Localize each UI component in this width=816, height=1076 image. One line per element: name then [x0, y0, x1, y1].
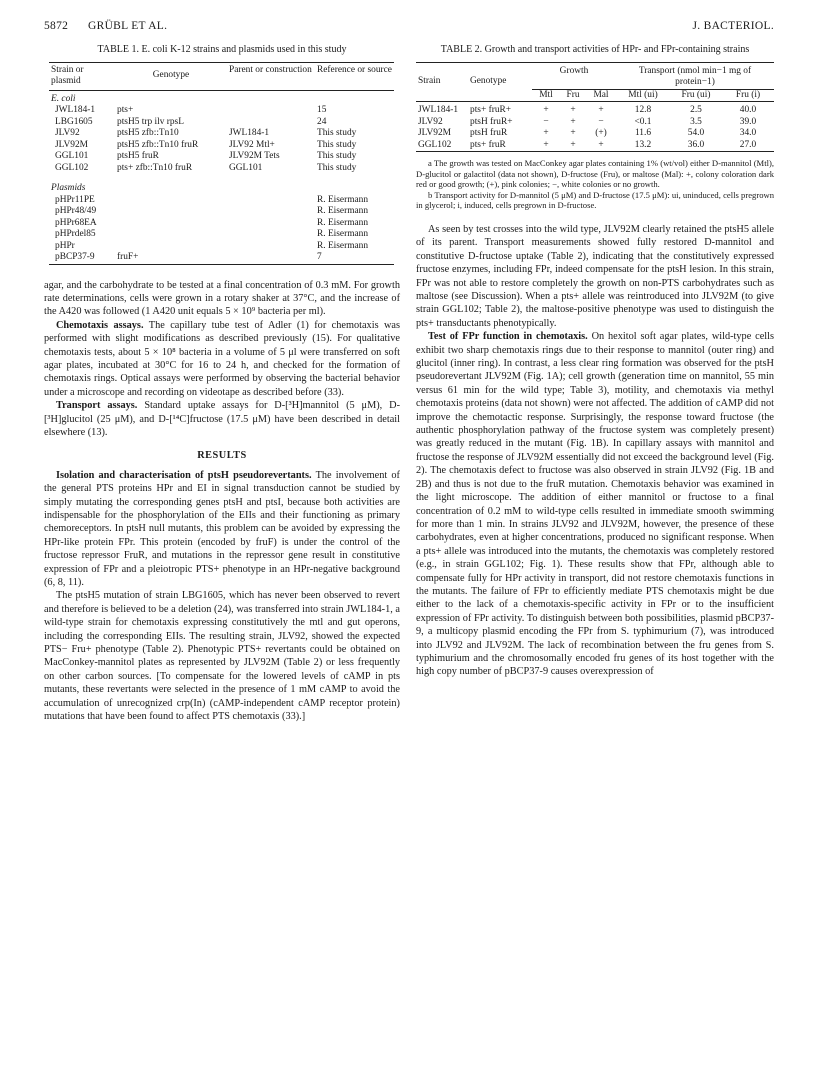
table-cell: 40.0 — [739, 105, 757, 115]
transport-heading: Transport assays. — [56, 400, 138, 412]
table-cell — [115, 206, 227, 218]
table-cell: pHPr11PE — [55, 194, 95, 205]
table-cell: This study — [317, 162, 357, 173]
right-paragraph-1: As seen by test crosses into the wild type, JLV92M clearly retained the ptsH5 allele of its parent. Transport measurements showed fully restored D-mannitol and constitutive D-fructose uptake (Table 2), indicating that the constitutively expressed fructose enzymes, including FPr, indeed compensate for the ptsH lesion. In this strain, FPr was not able to restore completely the growth on non-PTS carbohydrates such as maltose (see Discussion). When a pts+ allele was reintroduced into JLV92M (to give strain GGL102; Table 2), the maltose-positive phenotype was used to distinguish the pts+ transductants phenotypically. — [416, 223, 774, 329]
table-cell: 13.2 — [634, 139, 652, 150]
table-cell: 7 — [317, 252, 322, 262]
table-cell: 11.6 — [634, 128, 652, 138]
table-cell: GGL101 — [229, 162, 263, 173]
table-cell: + — [598, 139, 604, 150]
table-cell: pHPr — [55, 240, 75, 251]
isolation-body: The involvement of the general PTS proteins HPr and EI in signal transduction cannot be studied by simply mutating the corresponding genes ptsH and ptsI, because both activities are indispensable for the phosphorylation of the EIIs and their functioning as primary chemoreceptors. In ptsH null mutants, this problem can be avoided by expressing the HPr-like protein FPr. This protein (encoded by fruF) is under the control of the fructose repressor FruR, and mutations in the repressor gene result in constitutive expression of FPr and a pleiotropic PTS+ phenotype in an HPr-negative background (6, 8, 11). — [44, 469, 400, 589]
table-cell: (+) — [595, 128, 607, 138]
table-cell: JLV92 — [55, 128, 80, 138]
table-cell — [227, 195, 315, 207]
isolation-heading: Isolation and characterisation of ptsH pseudorevertants. — [56, 469, 312, 481]
table-cell: 2.5 — [690, 105, 702, 115]
t2-subcol-growth: Mal — [593, 89, 609, 100]
table-cell: 12.8 — [634, 105, 652, 115]
table-row — [49, 252, 394, 264]
table1 — [49, 62, 394, 265]
table-cell: GGL102 — [55, 162, 89, 173]
table-row — [49, 206, 394, 218]
table-cell: 54.0 — [687, 128, 705, 138]
table-cell: 36.0 — [687, 139, 705, 150]
left-paragraph-1: agar, and the carbohydrate to be tested at a final concentration of 0.3 mM. For growth rate determinations, cells were grown in a rotary shaker at 37°C, and the increase of the A420 was followed (1 A420 unit equals 5 × 10⁹ bacteria per ml). — [44, 279, 400, 318]
t2-col-strain: Strain — [418, 76, 441, 86]
table-row — [49, 163, 394, 175]
t2-subcol-transport: Mtl (ui) — [628, 89, 658, 100]
t2-subcol-growth: Fru — [566, 89, 580, 100]
table-cell: JWL184-1 — [418, 105, 459, 115]
table-cell: LBG1605 — [55, 116, 93, 127]
t2-footnote-a: a The growth was tested on MacConkey agar plates containing 1% (wt/vol) either D-mannitol (Mtl), D-glucitol or galactitol (data not shown), D-fructose (Fru), or maltose (Mal): +, colony coloration dark red or good growth; (+), pink colonies; −, white colonies or no growth. — [416, 158, 774, 190]
table-cell: R. Eisermann — [317, 217, 369, 228]
table-cell: JLV92 — [418, 116, 443, 127]
table-cell: pHPr68EA — [55, 217, 97, 228]
table2-caption: TABLE 2. Growth and transport activities of HPr- and FPr-containing strains — [440, 44, 750, 55]
t2-footnote-b: b Transport activity for D-mannitol (5 μM) and D-fructose (17.5 μM): ui, uninduced, cells pregrown in glycerol; i, induced, cells pregrown in D-fructose. — [416, 189, 774, 211]
table-cell: JLV92 Mtl+ — [229, 139, 275, 150]
table-cell: pts+ fruR — [470, 139, 506, 150]
table-cell: ptsH5 fruR — [117, 151, 159, 161]
table-cell: This study — [317, 151, 357, 161]
table-cell: + — [543, 128, 549, 138]
table-cell: 15 — [317, 105, 327, 115]
table-row — [416, 128, 774, 140]
table-row — [416, 102, 774, 117]
table-row — [49, 151, 394, 163]
table-cell — [227, 229, 315, 241]
table-cell: pHPrdel85 — [55, 229, 96, 239]
t1-col-genotype: Genotype — [152, 70, 190, 81]
table-cell — [115, 229, 227, 241]
table-cell — [115, 241, 227, 253]
table-row — [49, 105, 394, 117]
table-cell: <0.1 — [634, 116, 652, 127]
table-cell: JLV92M — [418, 128, 451, 138]
table-cell — [227, 218, 315, 230]
table-cell: 24 — [317, 116, 327, 127]
table-cell: GGL102 — [418, 139, 452, 150]
table-cell: + — [570, 139, 576, 150]
t2-subcol-transport: Fru (ui) — [681, 89, 711, 100]
chemotaxis-heading: Chemotaxis assays. — [56, 319, 144, 331]
right-column — [416, 44, 774, 679]
journal-name: J. BACTERIOL. — [692, 20, 774, 32]
results-heading: RESULTS — [197, 450, 247, 462]
table-cell: JWL184-1 — [229, 128, 270, 138]
table-cell: − — [543, 116, 549, 127]
fpr-body: On hexitol soft agar plates, wild-type cells exhibit two sharp chemotaxis rings due to their response to mannitol (outer ring) and glucitol (inner ring). In contrast, a less clear ring formation was observed for the ptsH pseudorevertant JLV92M (Fig. 1A); cell growth (generation time on mannitol, 55 min versus 61 min for the wild type; Table 3), motility, and chemotaxis via methyl chemotaxis proteins (data not shown) were not affected. The addition of cAMP did not improve the chemotactic response. Surprisingly, the response toward fructose (the authentic phosphorylation pathway of the fructose system was completely present) was greatly reduced in the mutant (Fig. 1B). In capillary assays with mannitol and fructose the response of JLV92M essentially did not exceed the background level (Fig. 2). The chemotaxis defect to fructose was also observed in strain JLV92 (Fig. 1B and 2B) and thus is not due to the fruR mutation. Chemotaxis behavior was examined in the light microscope. The addition of either mannitol or fructose to a final concentration of 0.2 mM to wild-type cells resulted in immediate smooth swimming for more than 1 min. In strains JLV92 and JLV92M, however, the presence of these carbohydrates, even at higher concentrations, produced no significant response. When a pts+ allele was introduced into the mutants, the chemotaxis was completely restored (e.g., in strain GGL102; Fig. 1). These results show that FPr, although able to compensate fully for HPr activity in transport, did not restore chemotaxis functions in the mutants. The failure of FPr to efficiently mediate PTS chemotaxis might be due either to the lack of a chemotaxis-specific activity in FPr or to the insufficient expression of FPr activity. To distinguish between both possibilities, plasmid pBCP37-9, a multicopy plasmid encoding the FPr from S. typhimurium (7), was introduced into JLV92 and JLV92M. The lack of recombination between the fru genes from S. typhimurium and the chromosomally encoded fru genes of its host together with the high copy number of pBCP37-9 causes overexpression of — [416, 331, 775, 678]
table-row — [49, 241, 394, 253]
table-cell: ptsH fruR+ — [470, 116, 513, 127]
table-cell: + — [543, 139, 549, 150]
table-cell: − — [598, 116, 604, 127]
table-cell — [227, 241, 315, 253]
table-cell: ptsH fruR — [470, 128, 508, 138]
table-cell: 27.0 — [739, 139, 757, 150]
table-cell: ptsH5 zfb::Tn10 fruR — [117, 139, 199, 150]
left-column — [44, 44, 400, 724]
table-cell: pHPr48/49 — [55, 206, 97, 216]
t1-section-plasmids: Plasmids — [51, 183, 86, 193]
table-cell: pts+ — [117, 105, 134, 115]
transport-body: Standard uptake assays for D-[³H]mannitol (5 μM), D-[³H]glucitol (25 μM), and D-[¹⁴C]fructose (17.5 μM) have been described in detail elsewhere (13). — [44, 400, 401, 438]
table-cell: 3.5 — [690, 116, 702, 127]
table-cell: ptsH5 zfb::Tn10 — [117, 128, 179, 138]
table-cell: + — [570, 105, 576, 115]
table-cell: pBCP37-9 — [55, 252, 95, 262]
table-row — [49, 218, 394, 230]
table-cell: JWL184-1 — [55, 105, 96, 115]
table-cell: pts+ zfb::Tn10 fruR — [117, 162, 193, 173]
chemotaxis-body: The capillary tube test of Adler (1) for chemotaxis was performed with slight modifications as described previously (15). For qualitative chemotaxis tests, about 5 × 10⁸ bacteria in a volume of 5 μl were transferred on soft agar plates, incubated at 30°C for 16 to 24 h, and checked for the formation of chemotaxis rings. Optical assays were performed by observing the bacterial behavior under a microscope and recording on videotape as described before (33). — [44, 319, 401, 398]
t1-col-strain: Strain or plasmid — [51, 64, 84, 86]
table-cell: + — [570, 116, 576, 127]
table-cell: + — [570, 128, 576, 138]
table-cell: R. Eisermann — [317, 194, 369, 205]
table-row — [416, 140, 774, 152]
table-cell: + — [543, 105, 549, 115]
table-row — [416, 117, 774, 129]
table-cell — [115, 218, 227, 230]
table-cell — [227, 252, 315, 264]
table-cell: fruF+ — [117, 252, 139, 262]
table2 — [416, 62, 774, 153]
fpr-heading: Test of FPr function in chemotaxis. — [428, 331, 588, 343]
t2-col-genotype: Genotype — [470, 76, 507, 86]
table-cell: 34.0 — [739, 128, 757, 138]
running-authors: GRÜBL ET AL. — [88, 20, 168, 32]
table-cell — [227, 117, 315, 129]
table-cell: + — [598, 105, 604, 115]
table-cell: 39.0 — [739, 116, 757, 127]
left-paragraph-last: The ptsH5 mutation of strain LBG1605, which has never been observed to revert and therefore is believed to be a deletion (24), was transferred into strain JWL184-1, a wild-type strain for chemotaxis expressing constitutively the mtl and gut operons, including the corresponding EIIs. The resulting strain, JLV92, showed the expected PTS− Fru+ phenotype (Table 2). Phenotypic PTS+ revertants could be obtained on MacConkey-mannitol plates as represented by JLV92M (Table 2) or less frequently on other carbon sources. [To compensate for the lowered levels of cAMP in pts mutants, these revertants were selected in the presence of 1 mM cAMP to avoid the accumulation of unrecognized crp(In) (cAMP-independent cAMP receptor protein) mutations that have been found to affect PTS chemotaxis (33).] — [44, 590, 400, 723]
table-cell: pts+ fruR+ — [470, 105, 512, 115]
table-row — [49, 195, 394, 207]
table-cell — [115, 195, 227, 207]
t1-col-reference: Reference or source — [317, 64, 392, 75]
table-cell — [227, 206, 315, 218]
table-row — [49, 140, 394, 152]
running-header — [44, 20, 774, 36]
table-cell: GGL101 — [55, 151, 89, 161]
table-cell: JLV92M Tets — [229, 151, 280, 161]
t1-section-ecoli: E. coli — [51, 93, 76, 104]
table-cell — [227, 105, 315, 117]
table-row — [49, 128, 394, 140]
table-cell: This study — [317, 128, 357, 138]
table-cell: JLV92M — [55, 139, 88, 150]
table-row — [49, 229, 394, 241]
t2-subcol-growth: Mtl — [539, 89, 553, 100]
table1-caption: TABLE 1. E. coli K-12 strains and plasmids used in this study — [97, 44, 347, 55]
t2-subcol-transport: Fru (i) — [735, 89, 761, 100]
page-number: 5872 — [44, 20, 69, 32]
table-cell: This study — [317, 139, 357, 150]
table-cell: R. Eisermann — [317, 206, 369, 216]
table-row — [49, 117, 394, 129]
t1-col-parent: Parent or construction — [229, 64, 312, 75]
t2-col-transport: Transport (nmol min−1 mg of protein−1) — [616, 62, 774, 89]
t2-col-growth: Growth — [532, 62, 616, 89]
table-cell: R. Eisermann — [317, 240, 369, 251]
table-cell: ptsH5 trp ilv rpsL — [117, 116, 184, 127]
table-cell: R. Eisermann — [317, 229, 369, 239]
